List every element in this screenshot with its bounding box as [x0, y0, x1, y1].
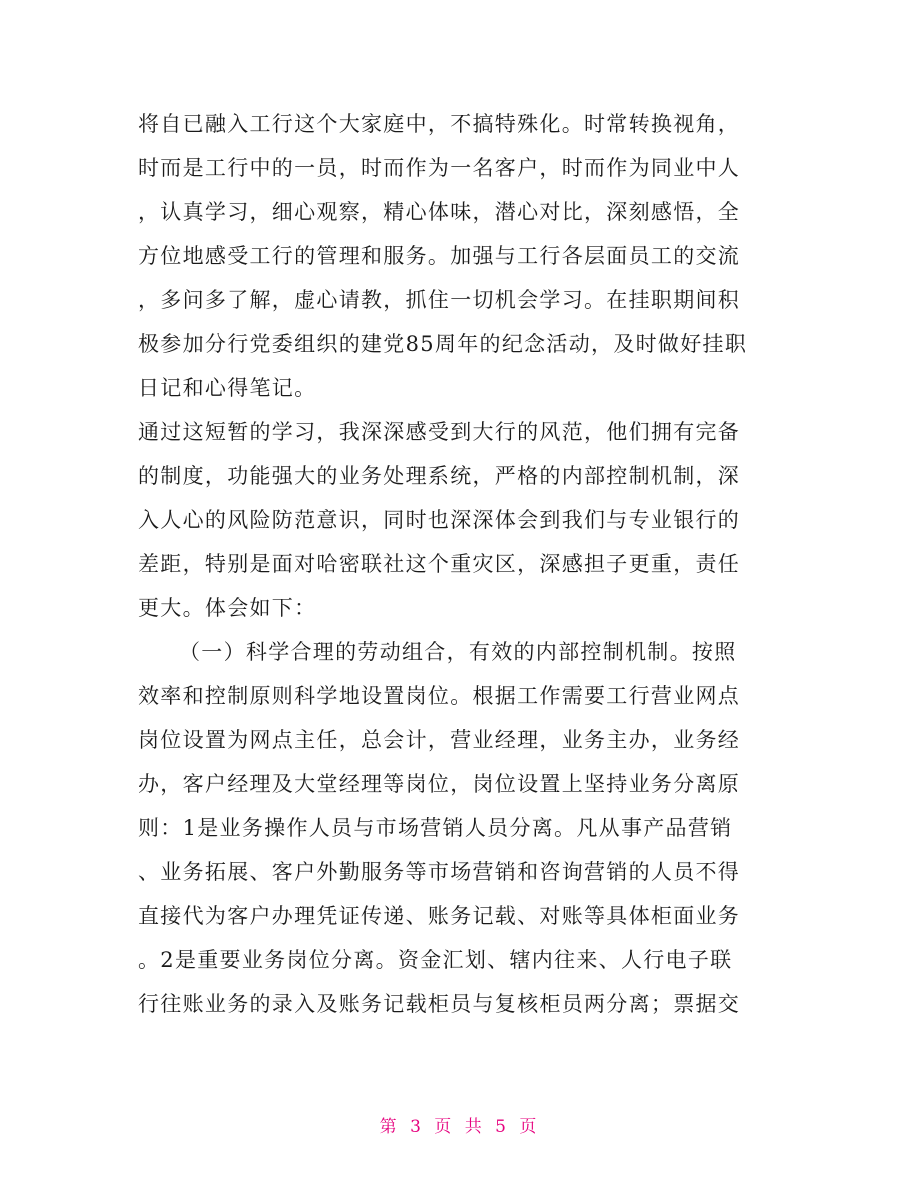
- text-line: 的制度，功能强大的业务处理系统，严格的内部控制机制，深: [138, 464, 741, 488]
- text-line: 极参加分行党委组织的建党85周年的纪念活动，及时做好挂职: [138, 332, 748, 356]
- text-line: 。2是重要业务岗位分离。资金汇划、辖内往来、人行电子联: [138, 948, 733, 972]
- text-line: 办，客户经理及大堂经理等岗位，岗位设置上坚持业务分离原: [138, 772, 741, 796]
- body-text: [138, 102, 798, 1026]
- text-line: ，认真学习，细心观察，精心体味，潜心对比，深刻感悟，全: [138, 200, 741, 224]
- text-line: 更大。体会如下：: [138, 596, 317, 620]
- text-line: 方位地感受工行的管理和服务。加强与工行各层面员工的交流: [138, 244, 741, 268]
- section-heading-line: （一）科学合理的劳动组合，有效的内部控制机制。按照: [179, 640, 737, 664]
- text-line: 差距，特别是面对哈密联社这个重灾区，深感担子更重，责任: [138, 552, 741, 576]
- text-line: 直接代为客户办理凭证传递、账务记载、对账等具体柜面业务: [138, 904, 741, 928]
- text-line: 日记和心得笔记。: [138, 376, 317, 400]
- text-line: ，多问多了解，虚心请教，抓住一切机会学习。在挂职期间积: [138, 288, 741, 312]
- text-line: 岗位设置为网点主任，总会计，营业经理，业务主办，业务经: [138, 728, 741, 752]
- text-line: 入人心的风险防范意识，同时也深深体会到我们与专业银行的: [138, 508, 741, 532]
- text-line: 行往账业务的录入及账务记载柜员与复核柜员两分离；票据交: [138, 992, 741, 1016]
- text-line: 将自已融入工行这个大家庭中，不搞特殊化。时常转换视角，: [138, 112, 741, 136]
- text-line: 通过这短暂的学习，我深深感受到大行的风范，他们拥有完备: [138, 420, 741, 444]
- text-line: 、业务拓展、客户外勤服务等市场营销和咨询营销的人员不得: [138, 860, 741, 884]
- text-line: 时而是工行中的一员，时而作为一名客户，时而作为同业中人: [138, 156, 741, 180]
- text-line: 则：1是业务操作人员与市场营销人员分离。凡从事产品营销: [138, 816, 733, 840]
- page-number-footer: 第 3 页 共 5 页: [379, 1117, 541, 1137]
- text-line: 效率和控制原则科学地设置岗位。根据工作需要工行营业网点: [138, 684, 741, 708]
